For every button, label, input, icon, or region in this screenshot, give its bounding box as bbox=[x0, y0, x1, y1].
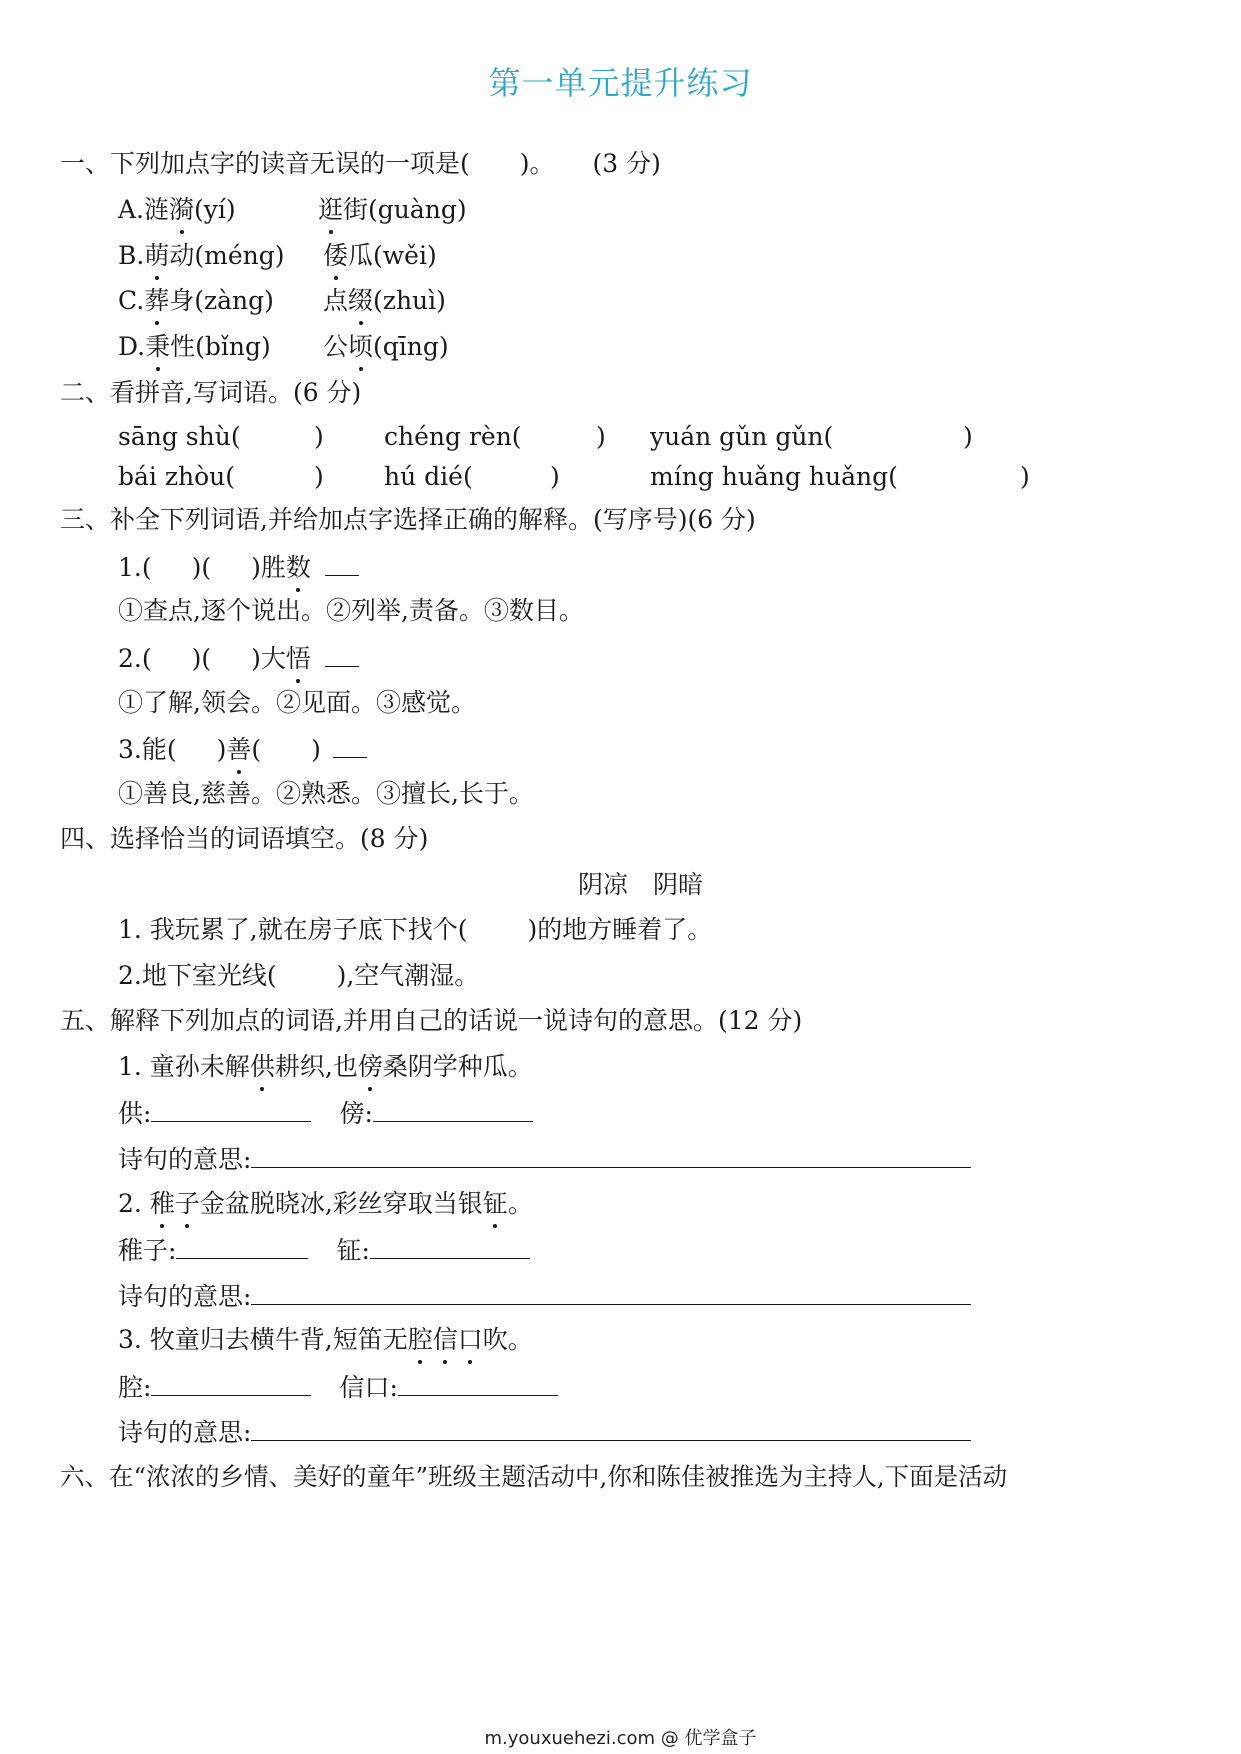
q5-poem-3: 3. 牧童归去横牛背,短笛无腔信口吹。 bbox=[118, 1323, 533, 1357]
q4-sentence-1: 1. 我玩累了,就在房子底下找个( )的地方睡着了。 bbox=[118, 915, 713, 944]
q2-stem: 二、看拼音,写词语。(6 分) bbox=[60, 378, 362, 407]
dotted-char: 顷 bbox=[348, 330, 373, 364]
answer-blank[interactable] bbox=[176, 1232, 308, 1259]
dotted-char: 悟 bbox=[286, 642, 311, 676]
page-footer: m.youxuehezi.com @ 优学盒子 bbox=[484, 1728, 757, 1749]
q3-explain-2: ①了解,领会。②见面。③感觉。 bbox=[118, 688, 476, 717]
q5-poem-2-meaning: 诗句的意思: bbox=[118, 1278, 971, 1314]
q1-option-d: D.秉性(bǐng) 公顷(qīng) bbox=[118, 330, 271, 364]
q5-poem-2: 2. 稚子金盆脱晓冰,彩丝穿取当银钲。 bbox=[118, 1187, 533, 1221]
dotted-char: 漪 bbox=[169, 193, 194, 227]
answer-blank[interactable] bbox=[151, 1095, 311, 1122]
dotted-char: 逛 bbox=[318, 193, 343, 227]
q4-sentence-2: 2.地下室光线( ),空气潮湿。 bbox=[118, 961, 480, 990]
q5-poem-2-words: 稚子: 钲: bbox=[118, 1232, 530, 1268]
dotted-char: 钲 bbox=[483, 1187, 508, 1221]
dotted-char: 腔 bbox=[408, 1323, 433, 1357]
answer-blank[interactable] bbox=[333, 731, 367, 758]
q5-poem-1-meaning: 诗句的意思: bbox=[118, 1141, 971, 1177]
answer-blank[interactable] bbox=[370, 1232, 530, 1259]
q3-explain-1: ①查点,逐个说出。②列举,责备。③数目。 bbox=[118, 596, 584, 625]
dotted-char: 萌 bbox=[144, 239, 169, 273]
q3-explain-3: ①善良,慈善。②熟悉。③擅长,长于。 bbox=[118, 779, 534, 808]
q5-poem-3-words: 腔: 信口: bbox=[118, 1369, 558, 1405]
q5-poem-1: 1. 童孙未解供耕织,也傍桑阴学种瓜。 bbox=[118, 1050, 533, 1084]
dotted-char: 缀 bbox=[348, 284, 373, 318]
dotted-char: 信 bbox=[433, 1323, 458, 1357]
q3-item-2: 2.( )( )大悟 bbox=[118, 640, 359, 676]
q3-stem: 三、补全下列词语,并给加点字选择正确的解释。(写序号)(6 分) bbox=[60, 505, 756, 534]
q3-item-3: 3.能( )善( ) bbox=[118, 731, 367, 767]
dotted-char: 善 bbox=[226, 733, 251, 767]
answer-blank[interactable] bbox=[251, 1278, 971, 1305]
q4-word-choices: 阴凉 阴暗 bbox=[578, 870, 704, 899]
q6-stem: 六、在“浓浓的乡情、美好的童年”班级主题活动中,你和陈佳被推选为主持人,下面是活动 bbox=[60, 1462, 1008, 1491]
q5-stem: 五、解释下列加点的词语,并用自己的话说一说诗句的意思。(12 分) bbox=[60, 1006, 803, 1035]
answer-blank[interactable] bbox=[373, 1095, 533, 1122]
dotted-char: 子 bbox=[175, 1187, 200, 1221]
dotted-char: 供 bbox=[250, 1050, 275, 1084]
dotted-char: 数 bbox=[286, 551, 311, 585]
answer-blank[interactable] bbox=[151, 1369, 311, 1396]
q5-poem-1-words: 供: 傍: bbox=[118, 1095, 533, 1131]
q3-item-1: 1.( )( )胜数 bbox=[118, 549, 359, 585]
q1-option-b: B.萌动(méng) 倭瓜(wěi) bbox=[118, 239, 284, 273]
q2-pinyin-row-2: bái zhòu( ) hú dié( ) míng huǎng huǎng( ) bbox=[118, 462, 1030, 491]
q1-option-c: C.葬身(zàng) 点缀(zhuì) bbox=[118, 284, 274, 318]
page-title: 第一单元提升练习 bbox=[488, 64, 753, 102]
dotted-char: 口 bbox=[458, 1323, 483, 1357]
dotted-char: 倭 bbox=[323, 239, 348, 273]
dotted-char: 葬 bbox=[144, 284, 169, 318]
q1-option-a: A.涟漪(yí) 逛街(guàng) bbox=[118, 193, 236, 227]
answer-blank[interactable] bbox=[325, 640, 359, 667]
q2-pinyin-row-1: sāng shù( ) chéng rèn( ) yuán gǔn gǔn( ) bbox=[118, 422, 973, 451]
q1-score: (3 分) bbox=[592, 149, 661, 178]
dotted-char: 秉 bbox=[145, 330, 170, 364]
dotted-char: 稚 bbox=[150, 1187, 175, 1221]
answer-blank[interactable] bbox=[325, 549, 359, 576]
q5-poem-3-meaning: 诗句的意思: bbox=[118, 1414, 971, 1450]
dotted-char: 傍 bbox=[358, 1050, 383, 1084]
answer-blank[interactable] bbox=[398, 1369, 558, 1396]
answer-blank[interactable] bbox=[251, 1414, 971, 1441]
q4-stem: 四、选择恰当的词语填空。(8 分) bbox=[60, 824, 429, 853]
q1-stem: 一、下列加点字的读音无误的一项是( )。 (3 分) bbox=[60, 149, 661, 178]
answer-blank[interactable] bbox=[251, 1141, 971, 1168]
